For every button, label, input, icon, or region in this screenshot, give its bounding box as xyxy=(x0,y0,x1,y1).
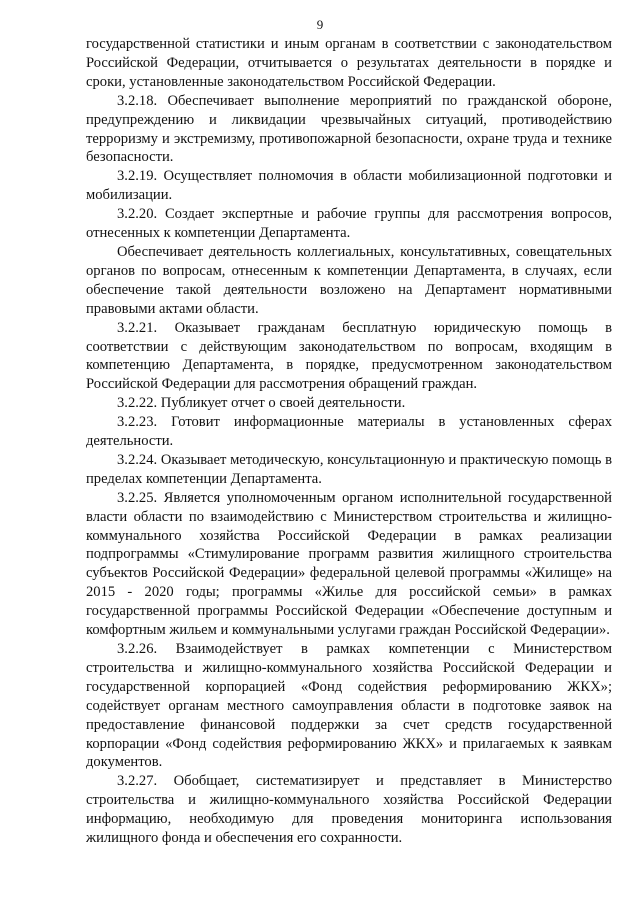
paragraph-3-2-21: 3.2.21. Оказывает гражданам бесплатную юридическую помощь в соответствии с действующим законодательством по вопросам, входящим в компетенцию Департамента, в порядке, предусмотренном законодательством Российской Федерации для рассмотрения обращений граждан. xyxy=(86,319,612,393)
paragraph-3-2-26: 3.2.26. Взаимодействует в рамках компетенции с Министерством строительства и жилищно-коммунального хозяйства Российской Федерации и государственной корпорацией «Фонд содействия реформированию ЖКХ»; содействует органам местного самоуправления области в подготовке заявок на предоставление финансовой поддержки за счет средств государственной корпорации «Фонд содействия реформированию ЖКХ» и прилагаемых к заявкам документов. xyxy=(86,641,612,771)
paragraph-3-2-22: 3.2.22. Публикует отчет о своей деятельности. xyxy=(117,395,406,412)
paragraph-continuation: государственной статистики и иным органам в соответствии с законодательством Российской Федерации, отчитывается о результатах деятельности в порядке и сроки, установленные законодательством Российской Федерации. xyxy=(86,36,612,90)
paragraph-3-2-20-continued: Обеспечивает деятельность коллегиальных, консультативных, совещательных органов по вопросам, отнесенным к компетенции Департамента, в случаях, если обеспечение такой деятельности возложено на Департамент нормативными правовыми актами области. xyxy=(86,243,612,317)
paragraph-3-2-24: 3.2.24. Оказывает методическую, консультационную и практическую помощь в пределах компетенции Департамента. xyxy=(86,451,612,487)
document-body xyxy=(86,35,612,848)
paragraph-3-2-23: 3.2.23. Готовит информационные материалы в установленных сферах деятельности. xyxy=(86,414,612,450)
paragraph-3-2-25: 3.2.25. Является уполномоченным органом исполнительной государственной власти области по взаимодействию с Министерством строительства и жилищно-коммунального хозяйства Российской Федерации в рамках реализации подпрограммы «Стимулирование программ развития жилищного строительства субъектов Российской Федерации» федеральной целевой программы «Жилище» на 2015 - 2020 годы; программы «Жилье для российской семьи» в рамках государственной программы Российской Федерации «Обеспечение доступным и комфортным жильем и коммунальными услугами граждан Российской Федерации». xyxy=(86,489,612,639)
paragraph-3-2-27: 3.2.27. Обобщает, систематизирует и представляет в Министерство строительства и жилищно-коммунального хозяйства Российской Федерации информацию, необходимую для проведения мониторинга использования жилищного фонда и обеспечения его сохранности. xyxy=(86,773,612,847)
paragraph-3-2-19: 3.2.19. Осуществляет полномочия в области мобилизационной подготовки и мобилизации. xyxy=(86,168,612,204)
paragraph-3-2-20: 3.2.20. Создает экспертные и рабочие группы для рассмотрения вопросов, отнесенных к компетенции Департамента. xyxy=(86,206,612,242)
page-number: 9 xyxy=(316,17,324,32)
paragraph-3-2-18: 3.2.18. Обеспечивает выполнение мероприятий по гражданской обороне, предупреждению и ликвидации чрезвычайных ситуаций, противодействию терроризму и экстремизму, противопожарной безопасности, охране труда и технике безопасности. xyxy=(86,92,612,166)
